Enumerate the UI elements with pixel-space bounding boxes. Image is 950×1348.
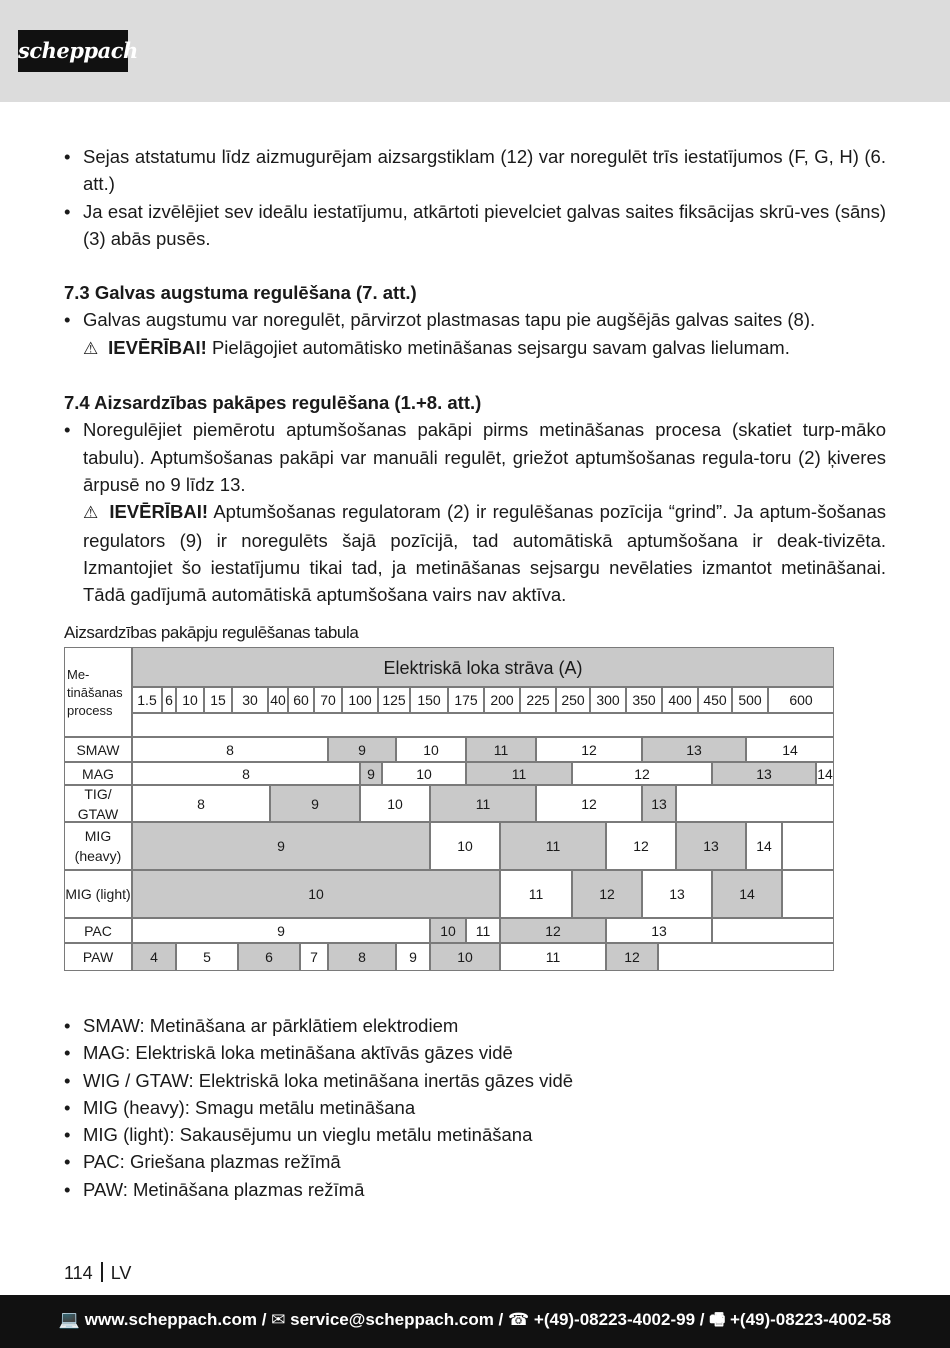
amperage-header: 200 xyxy=(484,687,520,713)
shade-level-cell: 10 xyxy=(430,822,500,870)
shade-level-cell: 5 xyxy=(176,943,238,971)
amperage-header: 600 xyxy=(768,687,834,713)
process-row-label: MIG (light) xyxy=(64,870,132,918)
process-header: Me-tināšanas process xyxy=(64,647,132,737)
amperage-header: 70 xyxy=(314,687,342,713)
process-row-label: TIG/ GTAW xyxy=(64,785,132,822)
shade-level-cell: 11 xyxy=(500,943,606,971)
bullet-face-distance: • Sejas atstatumu līdz aizmugurējam aizsargstiklam (12) var noregulēt trīs iestatījumos (F, G, H) (6. att.) xyxy=(64,143,886,198)
process-row-label: PAW xyxy=(64,943,132,971)
shade-level-cell: 12 xyxy=(606,943,658,971)
page-number xyxy=(64,1262,131,1284)
shade-level-cell: 13 xyxy=(642,737,746,762)
process-row-label: SMAW xyxy=(64,737,132,762)
main-text xyxy=(64,143,886,608)
amperage-header: 450 xyxy=(698,687,732,713)
shade-level-cell: 8 xyxy=(132,762,360,785)
amperage-header: 125 xyxy=(378,687,410,713)
shade-level-cell: 12 xyxy=(572,870,642,918)
section-7-3-title: 7.3 Galvas augstuma regulēšana (7. att.) xyxy=(64,282,417,304)
amperage-header: 250 xyxy=(556,687,590,713)
warning-icon: ⚠ xyxy=(83,338,99,358)
shade-level-cell: 13 xyxy=(606,918,712,943)
shade-level-cell: 9 xyxy=(270,785,360,822)
warning-label: IEVĒRĪBAI! xyxy=(108,336,207,358)
shade-level-cell: 13 xyxy=(712,762,816,785)
shade-level-cell: 4 xyxy=(132,943,176,971)
shade-level-cell: 8 xyxy=(328,943,396,971)
shade-level-cell: 9 xyxy=(132,822,430,870)
warning-text: Pielāgojiet automātisko metināšanas sejsargu savam galvas lielumam. xyxy=(206,336,790,358)
warning-7-3 xyxy=(64,334,886,362)
legend-item: • PAC: Griešana plazmas režīmā xyxy=(64,1148,573,1175)
shade-level-table xyxy=(64,647,834,971)
shade-level-cell: 10 xyxy=(382,762,466,785)
shade-level-cell: 11 xyxy=(466,918,500,943)
shade-level-cell xyxy=(782,822,834,870)
shade-level-cell: 11 xyxy=(500,870,572,918)
page-divider xyxy=(101,1262,103,1282)
process-row-label: MAG xyxy=(64,762,132,785)
legend-item: • MIG (heavy): Smagu metālu metināšana xyxy=(64,1094,573,1121)
warning-icon: ⚠ xyxy=(83,503,99,523)
page-number-value: 114 xyxy=(64,1263,93,1283)
shade-level-cell: 6 xyxy=(238,943,300,971)
shade-level-cell: 11 xyxy=(500,822,606,870)
amperage-header: 6 xyxy=(162,687,176,713)
warning-text: Aptumšošanas regulatoram (2) ir regulēšanas pozīcija “grind”. Ja aptum-šošanas regulators (9) ir noregulēts šajā pozīcijā, tad automātiskā aptumšošana ir deak-tivizēta. Izmantojiet šo iestatījumu tikai tad, ja metināšanas sejsargu nevēlaties izmantot metināšanai. Tādā gadījumā automātiskā aptumšošana vairs nav aktīva. xyxy=(83,501,886,606)
amperage-header: 60 xyxy=(288,687,314,713)
shade-level-cell: 10 xyxy=(430,943,500,971)
bullet-head-height: • Galvas augstumu var noregulēt, pārvirzot plastmasas tapu pie augšējās galvas saites (8). xyxy=(64,306,886,333)
legend-item: • MAG: Elektriskā loka metināšana aktīvās gāzes vidē xyxy=(64,1039,573,1066)
shade-level-cell: 12 xyxy=(606,822,676,870)
amperage-header: 175 xyxy=(448,687,484,713)
shade-level-cell: 9 xyxy=(328,737,396,762)
scheppach-logo: scheppach xyxy=(18,30,128,72)
shade-level-cell: 14 xyxy=(746,822,782,870)
shade-level-cell: 11 xyxy=(466,762,572,785)
shade-level-cell xyxy=(712,918,834,943)
shade-level-cell xyxy=(676,785,834,822)
amperage-header: 40 xyxy=(268,687,288,713)
amperage-header: 100 xyxy=(342,687,378,713)
shade-level-cell: 12 xyxy=(536,737,642,762)
shade-level-cell: 9 xyxy=(360,762,382,785)
legend-list xyxy=(64,1012,573,1203)
table-caption: Aizsardzības pakāpju regulēšanas tabula xyxy=(64,623,359,642)
legend-item: • PAW: Metināšana plazmas režīmā xyxy=(64,1176,573,1203)
amperage-header: 350 xyxy=(626,687,662,713)
legend-item: • MIG (light): Sakausējumu un vieglu metālu metināšana xyxy=(64,1121,573,1148)
process-row-label: MIG (heavy) xyxy=(64,822,132,870)
amperage-header: 15 xyxy=(204,687,232,713)
shade-level-cell: 9 xyxy=(132,918,430,943)
shade-level-cell: 11 xyxy=(430,785,536,822)
shade-level-cell: 8 xyxy=(132,785,270,822)
page-header xyxy=(0,0,950,102)
shade-level-cell: 10 xyxy=(360,785,430,822)
shade-level-cell: 10 xyxy=(132,870,500,918)
shade-level-cell xyxy=(658,943,834,971)
header-spacer xyxy=(132,713,834,737)
current-title: Elektriskā loka strāva (A) xyxy=(132,647,834,687)
shade-level-cell: 9 xyxy=(396,943,430,971)
warning-label: IEVĒRĪBAI! xyxy=(109,501,209,523)
amperage-header: 1.5 xyxy=(132,687,162,713)
amperage-header: 500 xyxy=(732,687,768,713)
shade-level-cell: 14 xyxy=(746,737,834,762)
shade-level-cell: 10 xyxy=(396,737,466,762)
shade-level-cell: 14 xyxy=(816,762,834,785)
shade-level-cell: 12 xyxy=(572,762,712,785)
process-row-label: PAC xyxy=(64,918,132,943)
warning-7-4 xyxy=(64,498,886,608)
amperage-header: 300 xyxy=(590,687,626,713)
legend-item: • SMAW: Metināšana ar pārklātiem elektrodiem xyxy=(64,1012,573,1039)
amperage-header: 225 xyxy=(520,687,556,713)
amperage-header: 30 xyxy=(232,687,268,713)
shade-level-cell: 13 xyxy=(642,785,676,822)
page-language: LV xyxy=(110,1263,132,1283)
section-7-4-title: 7.4 Aizsardzības pakāpes regulēšana (1.+8. att.) xyxy=(64,392,482,414)
shade-level-cell: 13 xyxy=(642,870,712,918)
shade-level-cell: 11 xyxy=(466,737,536,762)
shade-level-cell: 7 xyxy=(300,943,328,971)
legend-item: • WIG / GTAW: Elektriskā loka metināšana inertās gāzes vidē xyxy=(64,1067,573,1094)
bullet-retighten-screws: • Ja esat izvēlējiet sev ideālu iestatījumu, atkārtoti pievelciet galvas saites fiksācijas skrū-ves (sāns) (3) abās pusēs. xyxy=(64,198,886,253)
bullet-shade-level: • Noregulējiet piemērotu aptumšošanas pakāpi pirms metināšanas procesa (skatiet turp-māko tabulu). Aptumšošanas pakāpi var manuāli regulēt, griežot aptumšošanas regula-toru (2) ķiveres ārpusē no 9 līdz 13. xyxy=(64,416,886,498)
shade-level-cell: 8 xyxy=(132,737,328,762)
amperage-header: 10 xyxy=(176,687,204,713)
contact-footer: 💻 www.scheppach.com / ✉ service@scheppach.com / ☎ +(49)-08223-4002-99 / 🖷 +(49)-08223-4002-58 xyxy=(0,1295,950,1348)
shade-level-cell: 14 xyxy=(712,870,782,918)
amperage-header: 150 xyxy=(410,687,448,713)
shade-level-cell: 10 xyxy=(430,918,466,943)
shade-level-cell: 12 xyxy=(536,785,642,822)
shade-level-cell: 12 xyxy=(500,918,606,943)
shade-level-cell xyxy=(782,870,834,918)
shade-level-cell: 13 xyxy=(676,822,746,870)
amperage-header: 400 xyxy=(662,687,698,713)
